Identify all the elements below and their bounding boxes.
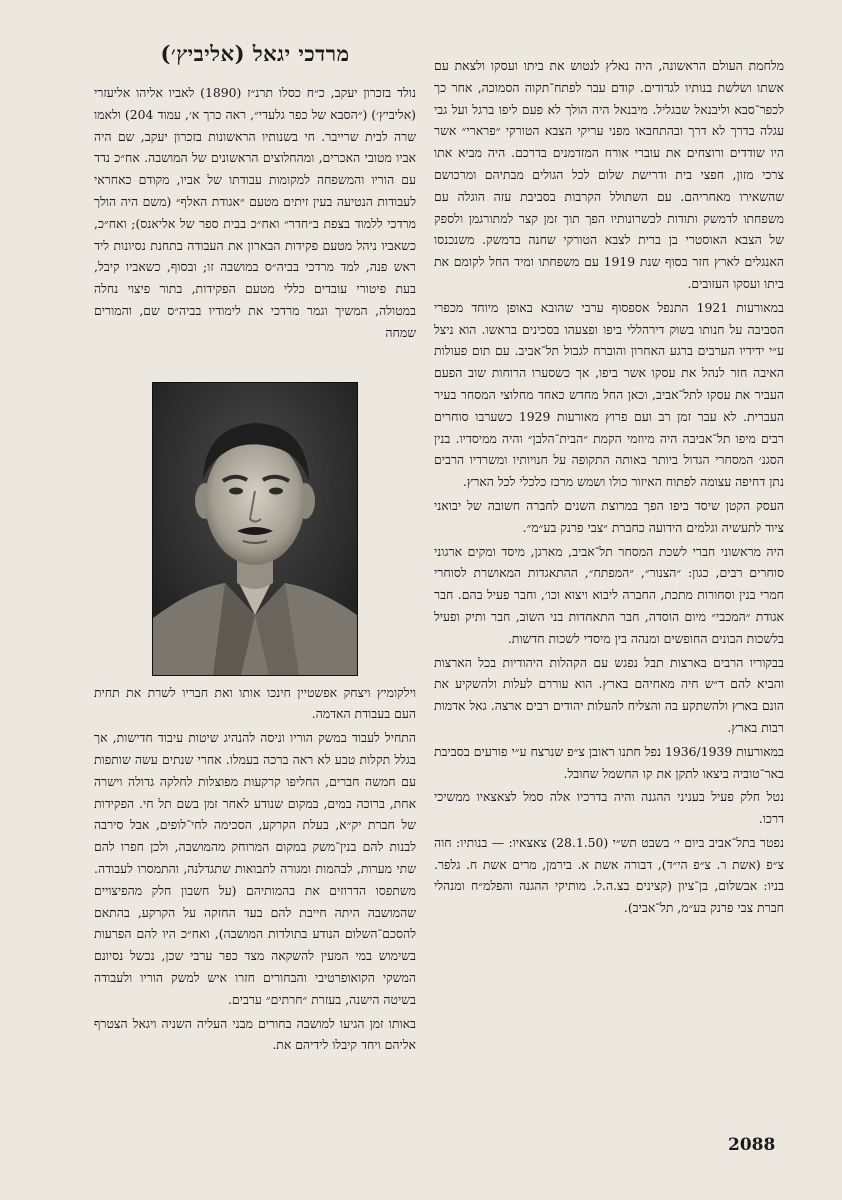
paragraph: העסק הקטן שיסד ביפו הפך במרוצת השנים לחברה חשובה של יבואני ציוד לתעשיה וגלמים הידועה כחברת ״צבי פרנק בע״מ״. — [434, 497, 784, 535]
paragraph: נטל חלק פעיל בעניני ההגנה והיה בדרכיו אלה סמל לצאצאיו ממשיכי דרכו. — [434, 789, 784, 827]
paragraph: וילקומיץ ויצחק אפשטיין חינכו אותו ואת חבריו לשרת את תחית העם בעבודת האדמה. — [94, 684, 416, 722]
left-column — [94, 40, 416, 1056]
page-number: 2088 — [728, 1135, 776, 1155]
paragraph: התחיל לעבוד במשק הוריו וניסה להנהיג שיטות עיבוד חדישות, אך בגלל תקלות טבע לא ראה ברכה בעמלו. אחרי שנתים עשה שותפות עם חמשה חברים, החליפו קרקעות מפוצלות לחלקה גדולה וישרה אחת, ברוכה במים, במקום שנודע לאחר זמן בשם תל חי. הפקידות של חברת יק״א, בעלת הקרקע, הסכימה לחי־לופים, אבל סירבה לבנות להם בנין־משק במקום המרוחק מהמושבה, ולכן חפרו להם שתי מערות, לבהמות ומגורה לתבואות שתגדלנה, והתמסרו לעבודה. משתפסו הדרוזים את בהמותיהם (על חשבון חלק מהפיצויים שהמושבה היתה חייבת להם בעד החזקה על הקרקע, בהתאם להסכם־השלום הנודע בתולדות המושבה), ואח״כ היו להם הפרעות בשימוש במי המעין להשקאה מצד כפר ערבי שכן, נכשל נסיונם המשקי הקואופרטיבי והבחורים חזרו איש למשק הוריו ולעבודה בשיטה הישנה, בעזרת ״חרתים״ ערבים. — [94, 730, 416, 1007]
article-title: מרדכי יגאל (אליביץ׳) — [160, 41, 350, 66]
paragraph: באותו זמן הגיעו למושבה בחורים מבני העליה השניה ויגאל הצטרף אליהם ויחד קיבלו לידיהם את. — [94, 1015, 416, 1053]
portrait-photo — [152, 382, 358, 676]
portrait-photo-icon — [153, 383, 357, 675]
left-column-continuation — [94, 682, 416, 1057]
paragraph: במאורעות 1921 התנפל אספסוף ערבי שהובא באופן מיוחד מכפרי הסביבה על חנותו בשוק דירהללי ביפו ופצעהו בסכינים בראשו. הוא ניצל ע״י ידידיו הערבים ברגע האחרון והוברח לגבול תל־אביב. עם תום פעולות האיבה חזר לנהל את עסקו אשר ביפו, אך כשסערו הרוחות שוב הפעם העביר את עסקו לתל־אביב, וכאן החל מחדש כאחד מחלוצי המסחר בעיר העברית. לא עבר זמן רב ועם פרוץ מאורעות 1929 כשערבו סוחרים רבים מיפו תל־אביבה היה מיוזמי הקמת ״הבית־הלבן״ והיה ממיסדיו. בנין הסגנ׳ המסחרי הגדול ביותר באותה התקופה על חנויותיו ומשרדיו הרבים נתן דחיפה עצומה לפתוח האיזור כולו ושמש מרכז כלכלי לכל הארץ. — [434, 299, 785, 490]
paragraph: מלחמת העולם הראשונה, היה נאלץ לנטוש את ביתו ועסקו ולצאת עם אשתו ושלשת בנותיו לגדודים. קודם עבר לפתח־תקוה הסמוכה, אחר כך לכפר־סבא וליבנאל שבגליל. מיבנאל היה הולך לא פעם ליפו ברגל ועל גבי עגלה בדרך לא דרך ובהתחבאו מפני עריקי הצבא הטורקי ״פרארי״ אשר היו שודדים ורוצחים את עוברי אורח המזדמנים בדרכם. היה מביא אתו צרכי מזון, חפצי בית ודרישת שלום לכל הגולים מבתיהם ומרכושם שהשאירו מאחריהם. עם השתולל הקרבות בסביבת עזה הוגלה עם משפחתו לדמשק ותודות לכשרונותיו הפך תוך זמן קצר למתורגמן ולספק של הצבא האוסטרי בן ברית לצבא הטורקי שחנה בדמשק. משנכנסו האנגלים לארץ חזר בסוף שנת 1919 עם משפחתו ומיד החל לקומם את ביתו ועסקו העזובים. — [434, 58, 784, 291]
paragraph: במאורעות 1936/1939 נפל חתנו ראובן צ״פ שנרצח ע״י פורעים בסביבת באר־טוביה ביצאו לתקן את קו החשמל שחובל. — [434, 743, 785, 781]
paragraph: נפטר בתל־אביב ביום י׳ בשבט תש״י (28.1.50) צאצאיו: — בנותיו: חוה צ״פ (אשת ר. צ״פ הי״ד), דבורה אשת א. בירמן, מרים אשת ח. גלפר. בניו: אבשלום, בן־ציון (קצינים בצ.ה.ל. מותיקי ההגנה והפלמ״ח ומנהלי חברת צבי פרנק בע״מ, תל־אביב). — [434, 834, 784, 916]
paragraph: נולד בזכרון יעקב, כ״ח כסלו תרנ״ז (1890) לאביו אליהו אליעזרי (אליביץ׳) (״הסבא של כפר גלעדי״, ראה כרך א׳, עמוד 204) ולאמו שרה לבית שרייבר. חי בשנותיו הראשונות בזכרון יעקב, שם היה אביו מטובי האכרים, ומהחלוצים הראשונים של המושבה. אח״כ נדד עם הוריו והמשפחה למקומות עבודתו של אביו, מקודם כאחראי לעבודות הנטיעה בעין זיתים מטעם ״אגודת האלף״ (משם היה הולך מרדכי ללמוד בצפת ב״חדר״ ואח״כ בבית ספר של אליאנס); ואח״כ, כשאביו ניהל מטעם פקידות הבארון את העבודה בתחנת נסיונות ליד ראש פנה, למד מרדכי בביה״ס במושבה זו; ובסוף, כשאביו קיבל, בעת פיטורי עובדים כללי מטעם הפקידות, בתור פיצוי נחלה במטולה, המשיך וגמר מרדכי את לימודיו בביה״ס שם, והמורים שמחה — [94, 85, 416, 340]
right-column — [434, 55, 784, 919]
paragraph: היה מראשוני חברי לשכת המסחר תל־אביב, מארגן, מיסד ומקים ארגוני סוחרים רבים, כגון: ״הצנור״, ״המפתח״, ההתאגדות המאושרת לסוחרי חמרי בנין וסחורות מתכת, החברה ליבוא ויצוא וכו׳, וחבר פעיל בהם. חבר אגודת ״המכבי״ מיום הוסדה, חבר התאחדות בני השוב, חבר ותיק ופעיל בלשכות הבונים החופשים ומנהה בין מיסדי לשכות חדשות. — [434, 543, 784, 646]
paragraph: בבקוריו הרבים בארצות תבל נפגש עם הקהלות היהודיות בכל הארצות והביא להם ד״ש חיה מאחיהם בארץ. הוא עוררם לעלות ולהשקיע את הונם בארץ ולהשתקע בה והצליח להעלות יהודים רבים ארצה. גאל אדמות רבות בארץ. — [434, 654, 784, 735]
